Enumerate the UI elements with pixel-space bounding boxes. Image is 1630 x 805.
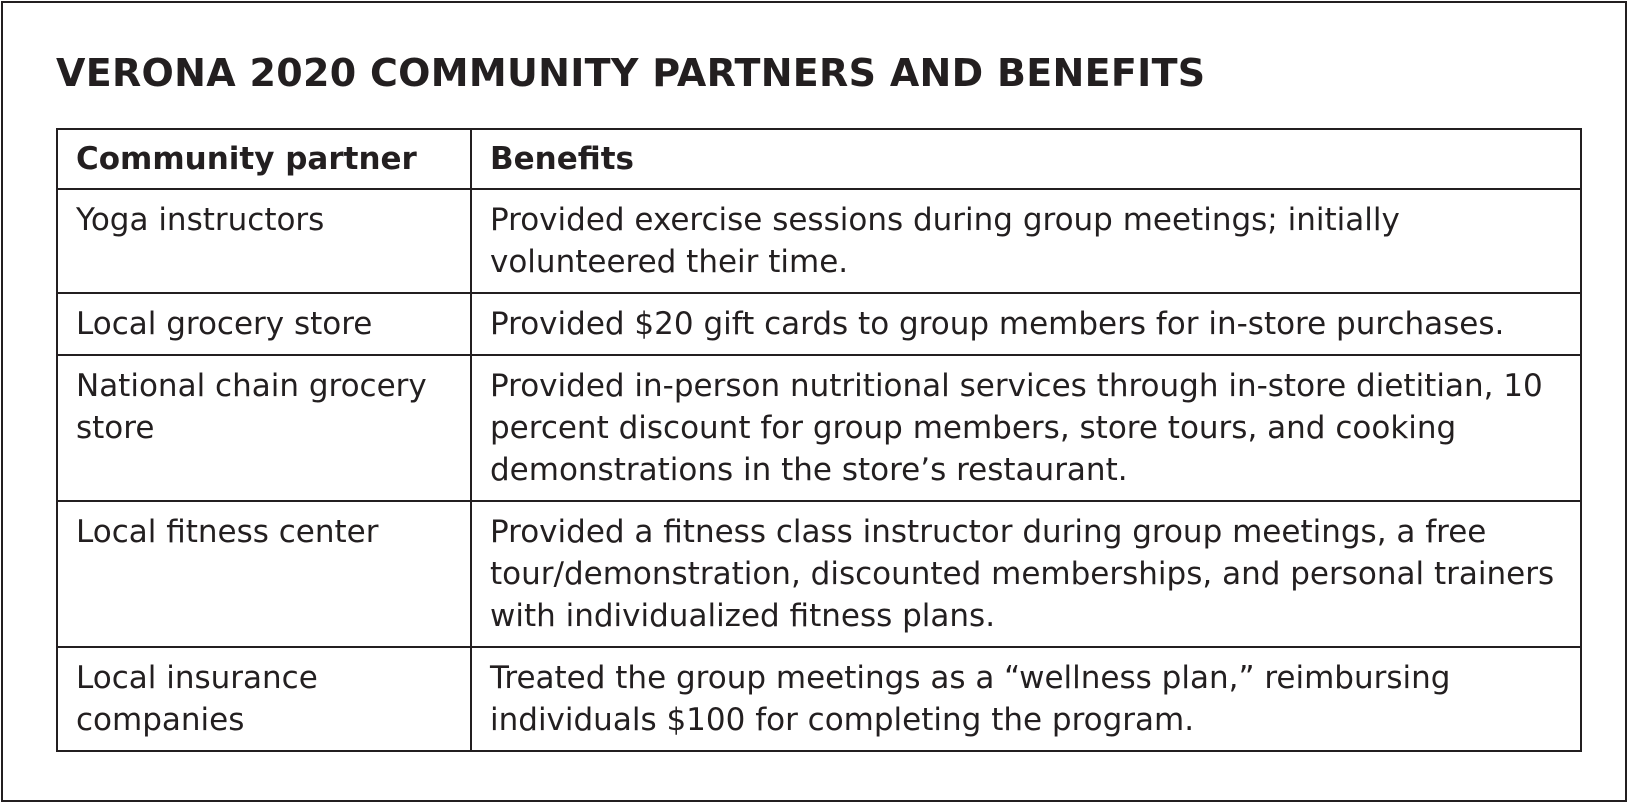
benefits-cell: Provided a fitness class instructor during group meetings, a free tour/demonstration, discounted memberships, and personal trainers with individualized fitness plans.	[471, 501, 1581, 647]
table-header-row	[57, 129, 1581, 189]
table-row	[57, 501, 1581, 647]
table-row	[57, 647, 1581, 751]
document-frame	[1, 1, 1627, 802]
table-row	[57, 355, 1581, 501]
table-row	[57, 189, 1581, 293]
benefits-cell: Provided exercise sessions during group meetings; initially volunteered their time.	[471, 189, 1581, 293]
partner-cell: Local grocery store	[57, 293, 471, 355]
page-title: VERONA 2020 COMMUNITY PARTNERS AND BENEFITS	[56, 51, 1206, 95]
partner-cell: Yoga instructors	[57, 189, 471, 293]
column-header-partner: Community partner	[57, 129, 471, 189]
partners-table	[56, 128, 1582, 752]
partner-cell: National chain grocery store	[57, 355, 471, 501]
partner-cell: Local fitness center	[57, 501, 471, 647]
table-row	[57, 293, 1581, 355]
benefits-cell: Treated the group meetings as a “wellness plan,” reimbursing individuals $100 for completing the program.	[471, 647, 1581, 751]
benefits-cell: Provided $20 gift cards to group members for in-store purchases.	[471, 293, 1581, 355]
partner-cell: Local insurance companies	[57, 647, 471, 751]
column-header-benefits: Benefits	[471, 129, 1581, 189]
benefits-cell: Provided in-person nutritional services through in-store dietitian, 10 percent discount for group members, store tours, and cooking demonstrations in the store’s restaurant.	[471, 355, 1581, 501]
